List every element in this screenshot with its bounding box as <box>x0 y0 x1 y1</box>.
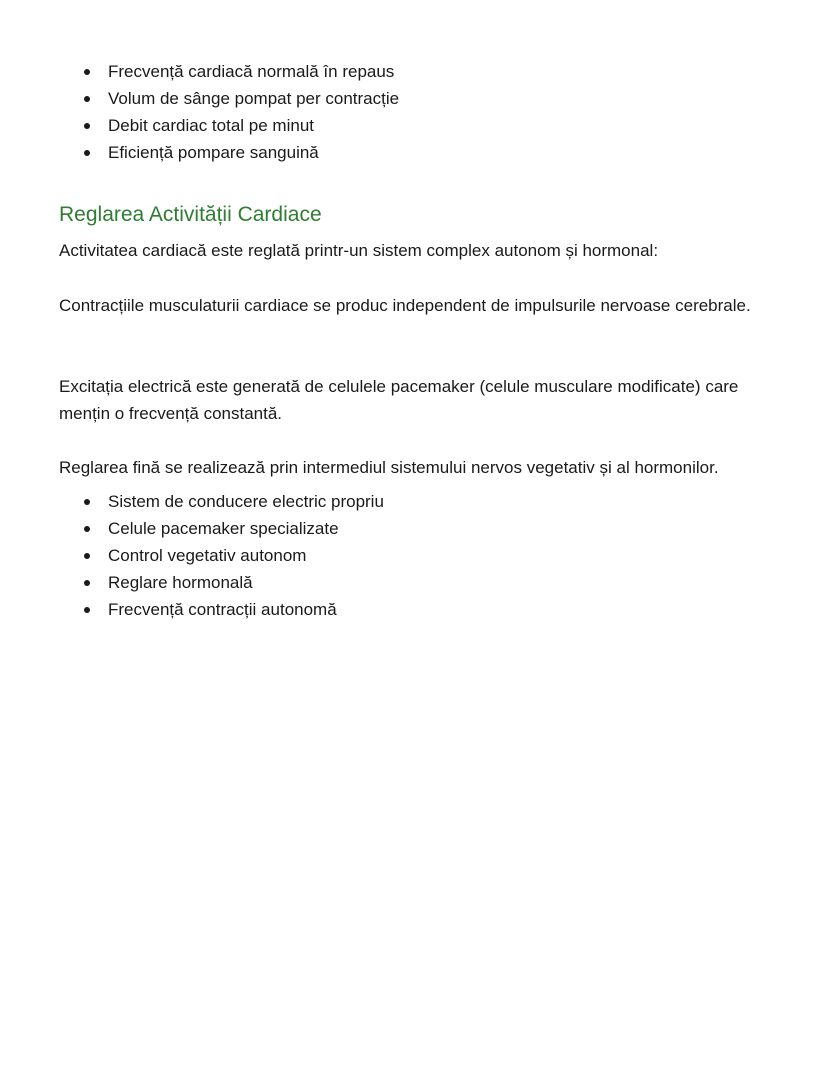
list-item <box>84 515 384 542</box>
bullet-icon <box>84 69 90 75</box>
bullet-icon <box>84 499 90 505</box>
list-item-text: Sistem de conducere electric propriu <box>108 492 384 511</box>
list-item <box>84 139 399 166</box>
bullet-icon <box>84 123 90 129</box>
paragraph-regulation: Reglarea fină se realizează prin intermediul sistemului nervos vegetativ și al hormonilor. <box>59 458 719 477</box>
list-item <box>84 58 399 85</box>
list-item <box>84 569 384 596</box>
list-item <box>84 596 384 623</box>
list-item <box>84 85 399 112</box>
bullet-icon <box>84 607 90 613</box>
paragraph-contractions: Contracțiile musculaturii cardiace se produc independent de impulsurile nervoase cerebrale. <box>59 296 751 315</box>
list-item-text: Celule pacemaker specializate <box>108 519 339 538</box>
list-item-text: Volum de sânge pompat per contracție <box>108 89 400 108</box>
list-item-text: Frecvență contracții autonomă <box>108 600 337 619</box>
list-item-text: Frecvență cardiacă normală în repaus <box>108 62 395 81</box>
paragraph-excitation: Excitația electrică este generată de celulele pacemaker (celule musculare modificate) care mențin o frecvență constantă. <box>59 377 739 423</box>
list-item-text: Control vegetativ autonom <box>108 546 307 565</box>
list-item <box>84 112 399 139</box>
bullet-list-bottom <box>84 488 384 623</box>
bullet-list-top <box>84 58 399 166</box>
bullet-icon <box>84 96 90 102</box>
bullet-icon <box>84 526 90 532</box>
bullet-icon <box>84 150 90 156</box>
bullet-icon <box>84 580 90 586</box>
list-item-text: Eficiență pompare sanguină <box>108 143 319 162</box>
paragraph-intro: Activitatea cardiacă este reglată printr-un sistem complex autonom și hormonal: <box>59 241 659 260</box>
list-item <box>84 488 384 515</box>
bullet-icon <box>84 553 90 559</box>
list-item-text: Reglare hormonală <box>108 573 253 592</box>
list-item-text: Debit cardiac total pe minut <box>108 116 314 135</box>
list-item <box>84 542 384 569</box>
section-heading: Reglarea Activității Cardiace <box>59 203 322 226</box>
